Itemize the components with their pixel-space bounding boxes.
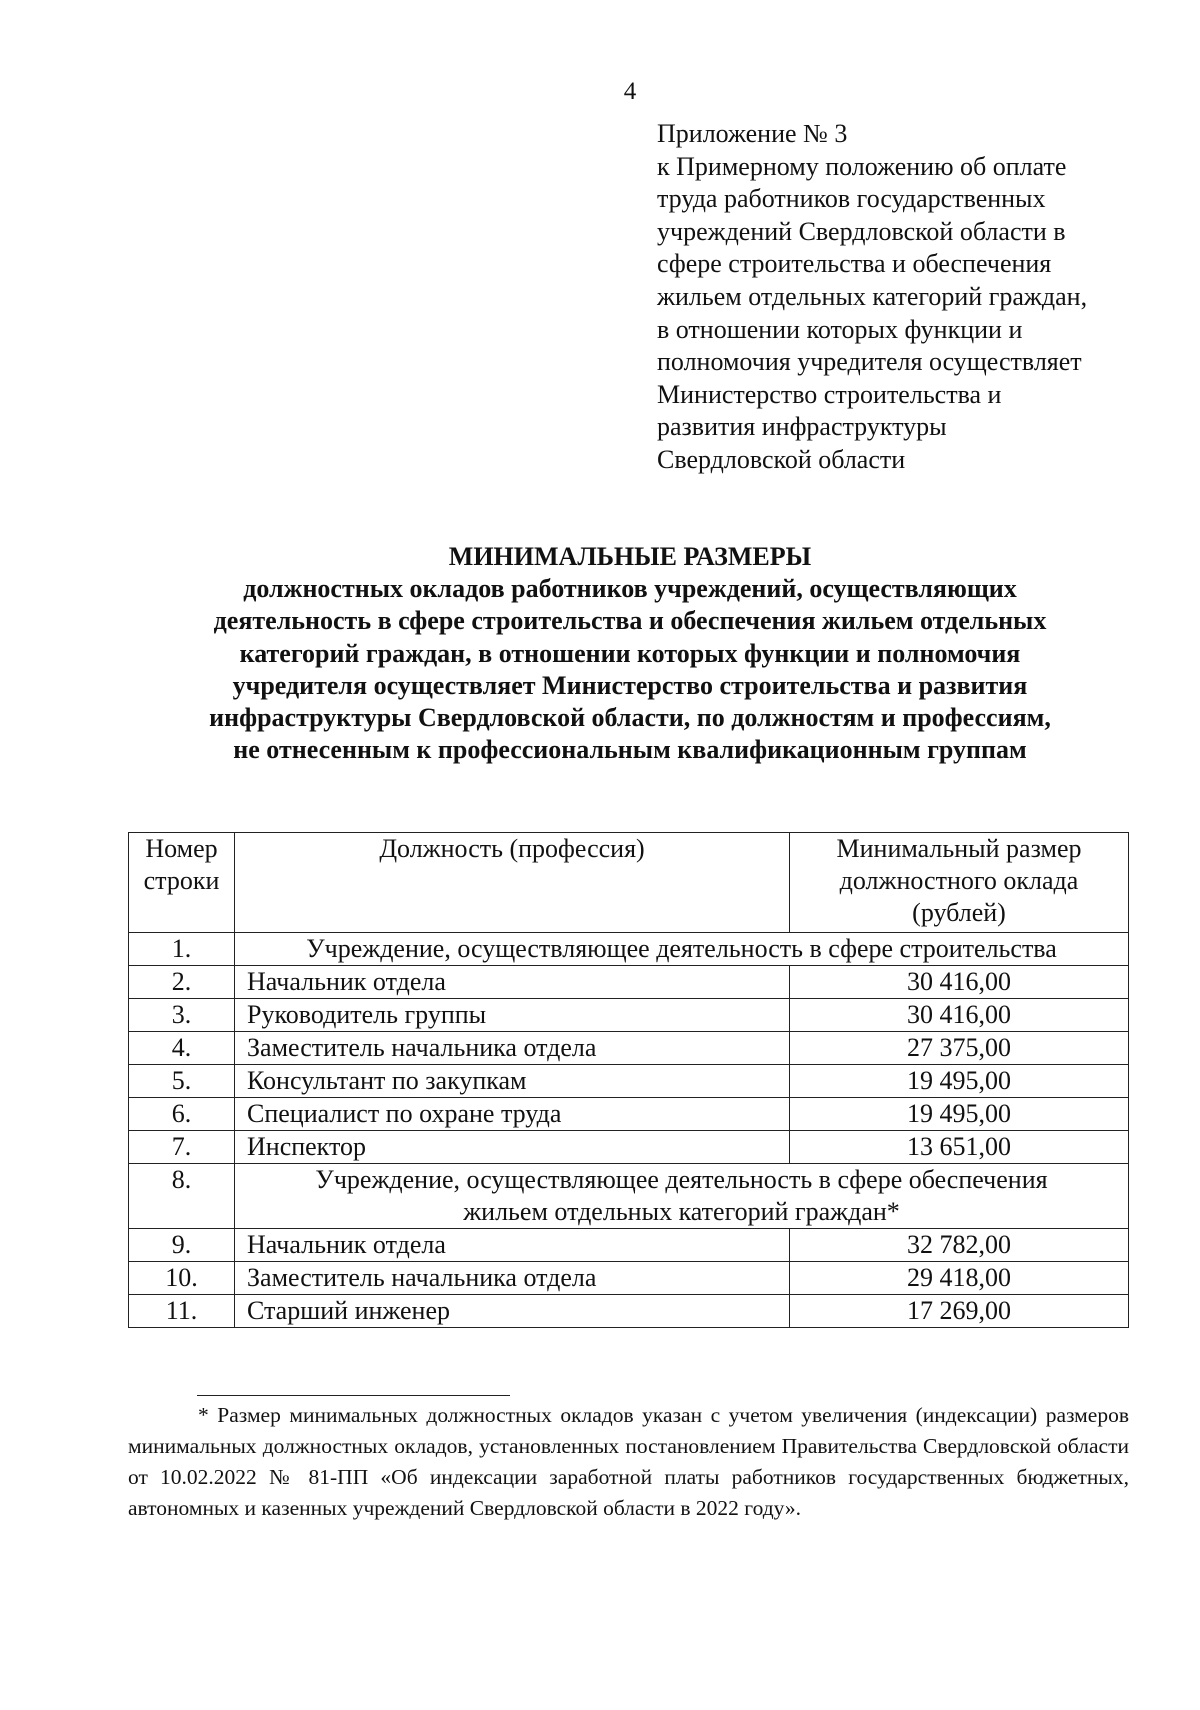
row-position: Консультант по закупкам xyxy=(235,1065,790,1098)
table-row xyxy=(129,999,1129,1032)
title-line: категорий граждан, в отношении которых функции и полномочия xyxy=(239,638,1021,668)
row-number: 8. xyxy=(129,1164,235,1229)
footnote-divider xyxy=(197,1395,510,1396)
row-number: 11. xyxy=(129,1295,235,1328)
table-row xyxy=(129,1131,1129,1164)
table-row xyxy=(129,1032,1129,1065)
appendix-line: жильем отдельных категорий граждан, xyxy=(657,281,1088,311)
row-number: 10. xyxy=(129,1262,235,1295)
table-row xyxy=(129,1065,1129,1098)
row-number: 3. xyxy=(129,999,235,1032)
row-salary: 19 495,00 xyxy=(790,1065,1129,1098)
title-line: деятельность в сфере строительства и обеспечения жильем отдельных xyxy=(213,606,1047,636)
row-position: Старший инженер xyxy=(235,1295,790,1328)
table-row xyxy=(129,1098,1129,1131)
title-line: учредителя осуществляет Министерство строительства и развития xyxy=(232,670,1028,700)
appendix-line: учреждений Свердловской области в xyxy=(657,216,1066,246)
title-line: должностных окладов работников учреждений, осуществляющих xyxy=(243,574,1017,604)
row-number: 5. xyxy=(129,1065,235,1098)
table-section-row xyxy=(129,933,1129,966)
row-salary: 29 418,00 xyxy=(790,1262,1129,1295)
table-row xyxy=(129,1229,1129,1262)
row-position: Начальник отдела xyxy=(235,1229,790,1262)
table-section-row xyxy=(129,1164,1129,1229)
row-number: 2. xyxy=(129,966,235,999)
row-position: Специалист по охране труда xyxy=(235,1098,790,1131)
page-number: 4 xyxy=(623,78,637,105)
header-position: Должность (профессия) xyxy=(235,833,790,933)
appendix-line: Приложение № 3 xyxy=(657,119,848,148)
footnote: * Размер минимальных должностных окладов указан с учетом увеличения (индексации) размеров минимальных должностных окладов, установленных постановлением Правительства Свердловской области от 10.02.2022 № 81-ПП «Об индексации заработной платы работников государственных бюджетных, автономных и казенных учреждений Свердловской области в 2022 году». xyxy=(128,1403,1129,1520)
section-title: Учреждение, осуществляющее деятельность в сфере строительства xyxy=(235,933,1129,966)
row-position: Инспектор xyxy=(235,1131,790,1164)
header-number: Номер строки xyxy=(129,833,235,933)
row-position: Заместитель начальника отдела xyxy=(235,1032,790,1065)
document-title xyxy=(60,541,1200,766)
row-position: Начальник отдела xyxy=(235,966,790,999)
row-position: Руководитель группы xyxy=(235,999,790,1032)
row-number: 9. xyxy=(129,1229,235,1262)
appendix-line: Министерство строительства и xyxy=(657,379,1002,409)
appendix-line: Свердловской области xyxy=(657,444,906,474)
salary-table xyxy=(128,832,1129,1328)
title-line: не отнесенным к профессиональным квалификационным группам xyxy=(233,735,1027,765)
appendix-line: труда работников государственных xyxy=(657,184,1046,214)
row-position: Заместитель начальника отдела xyxy=(235,1262,790,1295)
row-salary: 32 782,00 xyxy=(790,1229,1129,1262)
appendix-note xyxy=(657,118,1177,477)
row-salary: 27 375,00 xyxy=(790,1032,1129,1065)
row-salary: 13 651,00 xyxy=(790,1131,1129,1164)
row-number: 6. xyxy=(129,1098,235,1131)
table-row xyxy=(129,1262,1129,1295)
row-salary: 17 269,00 xyxy=(790,1295,1129,1328)
table-header-row xyxy=(129,833,1129,933)
appendix-line: к Примерному положению об оплате xyxy=(657,151,1067,181)
appendix-line: в отношении которых функции и xyxy=(657,314,1023,344)
row-number: 1. xyxy=(129,933,235,966)
row-salary: 19 495,00 xyxy=(790,1098,1129,1131)
table-row xyxy=(129,1295,1129,1328)
appendix-line: полномочия учредителя осуществляет xyxy=(657,347,1082,377)
row-number: 4. xyxy=(129,1032,235,1065)
section-title: Учреждение, осуществляющее деятельность в сфере обеспечения жильем отдельных категорий граждан* xyxy=(235,1164,1129,1229)
appendix-line: сфере строительства и обеспечения xyxy=(657,249,1052,279)
row-salary: 30 416,00 xyxy=(790,966,1129,999)
header-salary: Минимальный размер должностного оклада (рублей) xyxy=(790,833,1129,933)
appendix-line: развития инфраструктуры xyxy=(657,412,947,442)
title-heading: МИНИМАЛЬНЫЕ РАЗМЕРЫ xyxy=(448,542,812,571)
row-number: 7. xyxy=(129,1131,235,1164)
table-row xyxy=(129,966,1129,999)
title-line: инфраструктуры Свердловской области, по должностям и профессиям, xyxy=(209,703,1051,733)
row-salary: 30 416,00 xyxy=(790,999,1129,1032)
